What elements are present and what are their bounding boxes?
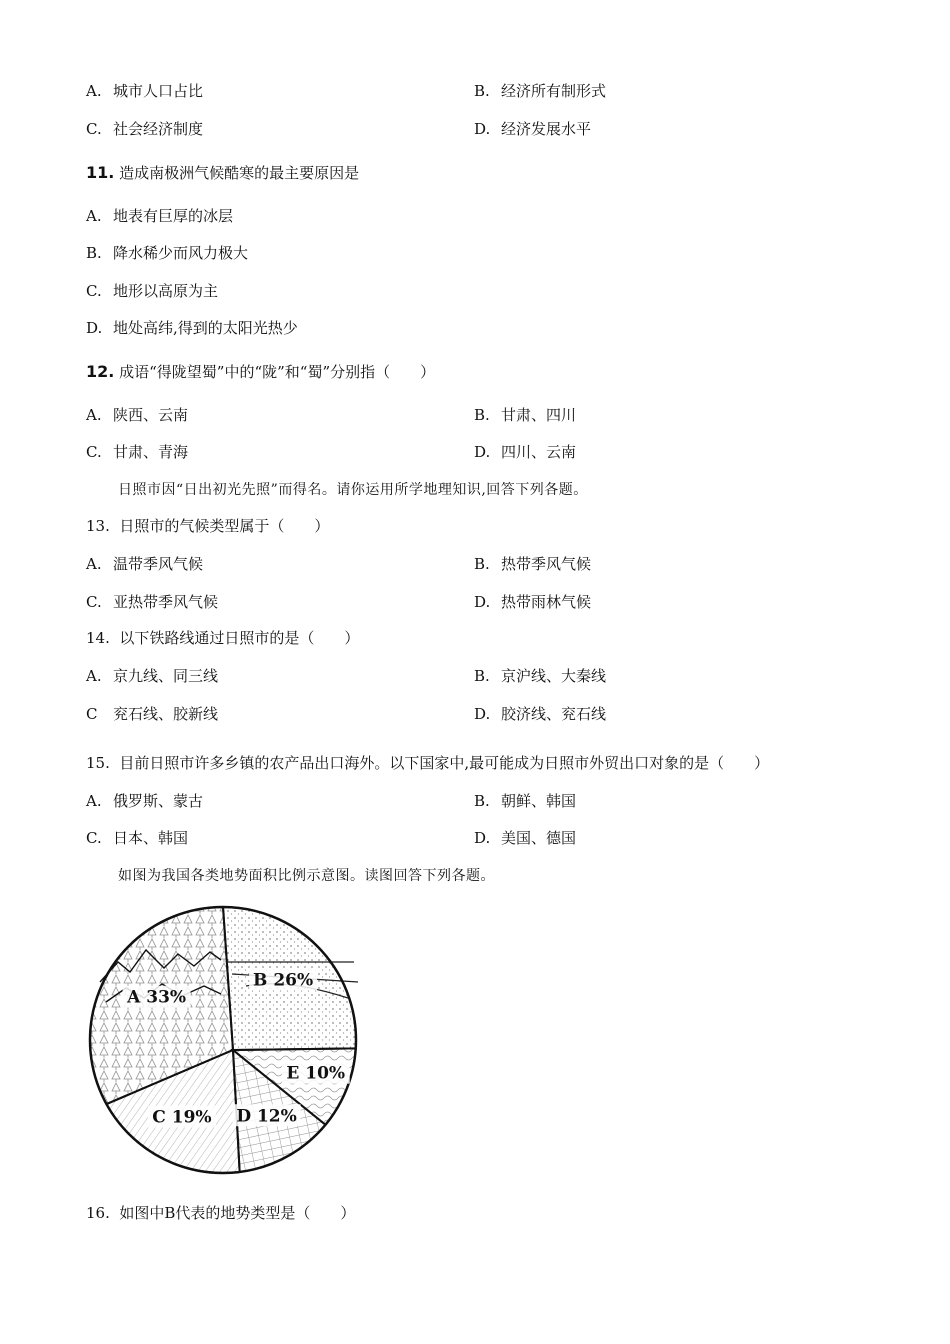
q13-option-a[interactable]: A. 温带季风气候 (86, 555, 204, 573)
pie-slices (90, 907, 356, 1173)
q15-option-d[interactable]: D. 美国、德国 (474, 829, 577, 847)
q11-option-a[interactable]: A. 地表有巨厚的冰层 (86, 207, 234, 225)
pie-label-a: A 33% (127, 987, 187, 1008)
q10-option-b[interactable]: B. 经济所有制形式 (474, 82, 607, 100)
q10-option-c[interactable]: C. 社会经济制度 (86, 120, 204, 138)
passage-terrain-figure: 如图为我国各类地势面积比例示意图。读图回答下列各题。 (118, 868, 495, 884)
terrain-pie-chart (86, 902, 386, 1182)
q14-question: 14. 以下铁路线通过日照市的是（ ） (86, 629, 360, 647)
q12-option-c[interactable]: C. 甘肃、青海 (86, 443, 189, 461)
terrain-pie-figure (86, 902, 386, 1182)
q11-option-b[interactable]: B. 降水稀少而风力极大 (86, 244, 249, 262)
q15-option-c[interactable]: C. 日本、韩国 (86, 829, 189, 847)
q15-option-b[interactable]: B. 朝鲜、韩国 (474, 792, 577, 810)
pie-label-c: C 19% (152, 1107, 212, 1128)
q16-question: 16. 如图中B代表的地势类型是（ ） (86, 1204, 356, 1222)
q12-option-a[interactable]: A. 陕西、云南 (86, 406, 189, 424)
q11-option-d[interactable]: D. 地处高纬,得到的太阳光热少 (86, 319, 298, 337)
q13-question: 13. 日照市的气候类型属于（ ） (86, 517, 330, 535)
q14-option-c[interactable]: C 兖石线、胶新线 (86, 705, 219, 723)
q11-option-c[interactable]: C. 地形以高原为主 (86, 282, 219, 300)
q10-option-a[interactable]: A. 城市人口占比 (86, 82, 204, 100)
q11-question: 11. 造成南极洲气候酷寒的最主要原因是 (86, 163, 360, 182)
pie-label-b: B 26% (253, 970, 314, 991)
passage-rizhao: 日照市因“日出初光先照”而得名。请你运用所学地理知识,回答下列各题。 (118, 482, 588, 498)
q12-option-b[interactable]: B. 甘肃、四川 (474, 406, 577, 424)
q12-option-d[interactable]: D. 四川、云南 (474, 443, 577, 461)
q13-option-c[interactable]: C. 亚热带季风气候 (86, 593, 219, 611)
q14-option-a[interactable]: A. 京九线、同三线 (86, 667, 219, 685)
q13-option-d[interactable]: D. 热带雨林气候 (474, 593, 592, 611)
pie-label-d: D 12% (236, 1106, 297, 1127)
pie-label-e: E 10% (286, 1063, 346, 1084)
q12-question: 12. 成语“得陇望蜀”中的“陇”和“蜀”分别指（ ） (86, 362, 436, 381)
q14-option-d[interactable]: D. 胶济线、兖石线 (474, 705, 607, 723)
q13-option-b[interactable]: B. 热带季风气候 (474, 555, 592, 573)
q10-option-d[interactable]: D. 经济发展水平 (474, 120, 592, 138)
q14-option-b[interactable]: B. 京沪线、大秦线 (474, 667, 607, 685)
q15-option-a[interactable]: A. 俄罗斯、蒙古 (86, 792, 204, 810)
q15-question: 15. 目前日照市许多乡镇的农产品出口海外。以下国家中,最可能成为日照市外贸出口对象的是（ ） (86, 754, 770, 772)
